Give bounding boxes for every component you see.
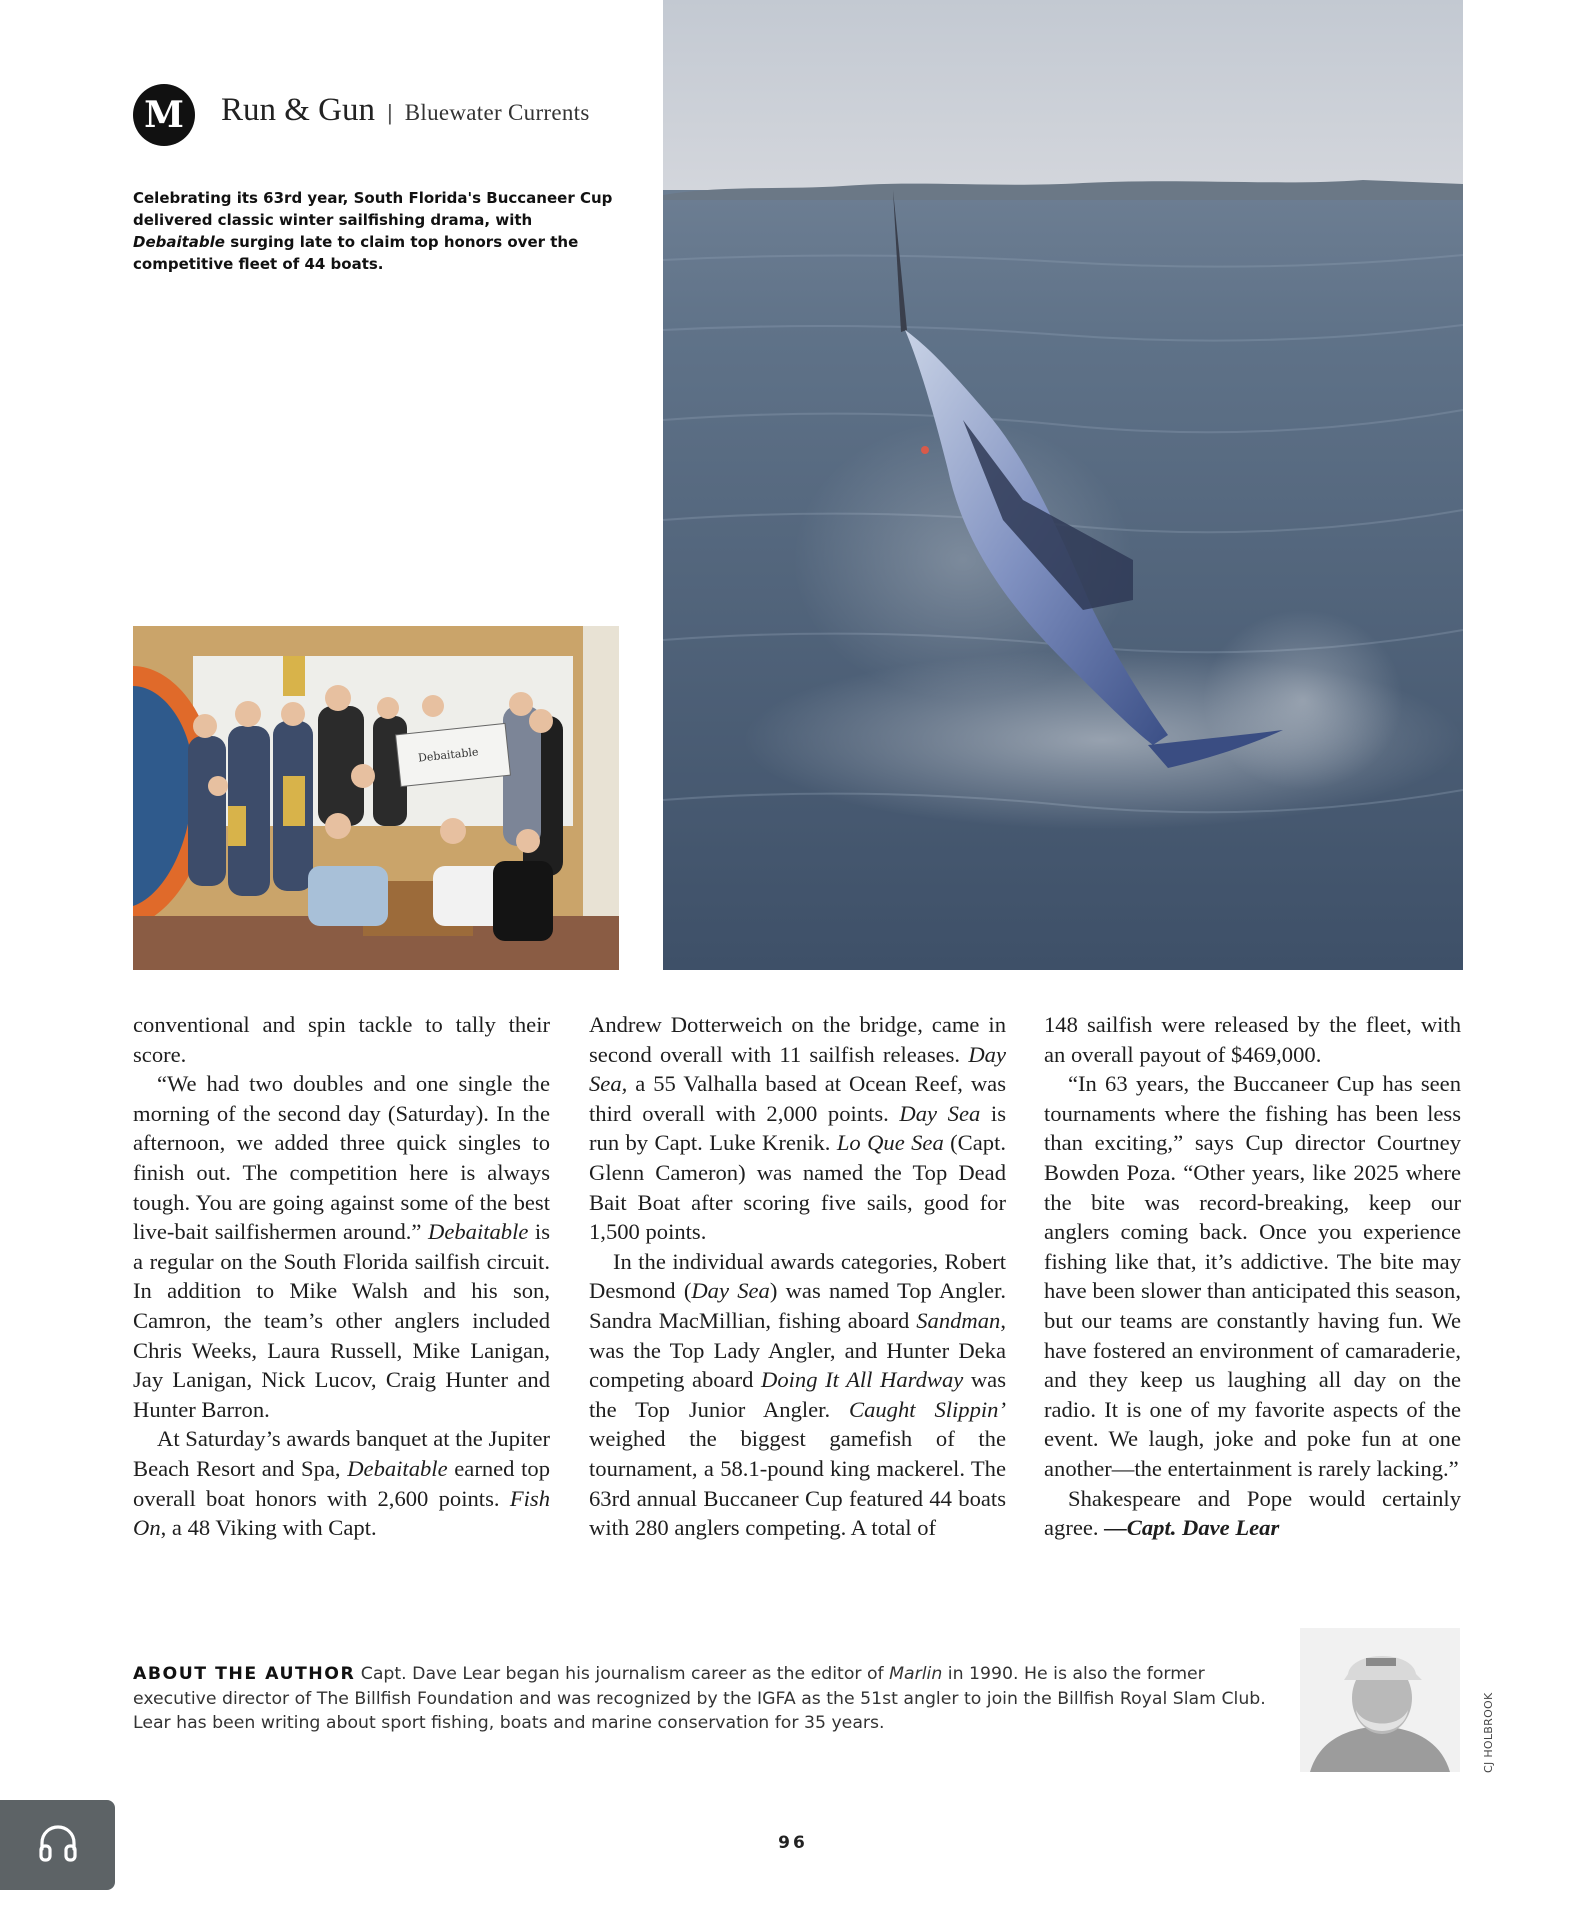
paragraph: conventional and spin tackle to tally their score. bbox=[133, 1012, 550, 1067]
section-subtitle: Bluewater Currents bbox=[404, 100, 590, 125]
paragraph: “We had two doubles and one single the morning of the second day (Saturday). In the afternoon, we added three quick singles to finish out. The competition here is always tough. You are going against some of the best live-bait sailfishermen around.” Debaitable is a regular on the South Florida sailfish circuit. In addition to Mike Walsh and his son, Camron, the team’s other anglers included Chris Weeks, Laura Russell, Mike Lanigan, Jay Lanigan, Nick Lucov, Craig Hunter and Hunter Barron. bbox=[133, 1071, 550, 1422]
paragraph: In the individual awards categories, Robert Desmond (Day Sea) was named Top Angler. Sandra MacMillian, fishing aboard Sandman, was the Top Lady Angler, and Hunter Deka competing aboard Doing It All Hardway was the Top Junior Angler. Caught Slippin’ weighed the biggest gamefish of the tournament, a 58.1-pound king mackerel. The 63rd annual Buccaneer Cup featured 44 boats with 280 anglers competing. A total of bbox=[589, 1248, 1006, 1541]
section-header bbox=[221, 92, 590, 129]
article-column-2 bbox=[589, 1010, 1006, 1543]
leaping-sailfish-photo bbox=[663, 0, 1463, 970]
logo-letter: M bbox=[144, 94, 184, 136]
paragraph: Andrew Dotterweich on the bridge, came in second overall with 11 sailfish releases. Day Sea, a 55 Valhalla based at Ocean Reef, was third overall with 2,000 points. Day Sea is run by Capt. Luke Krenik. Lo Que Sea (Capt. Glenn Cameron) was named the Top Dead Bait Boat after scoring five sails, good for 1,500 points. bbox=[589, 1012, 1006, 1245]
magazine-logo bbox=[133, 84, 195, 146]
author-portrait-photo bbox=[1300, 1628, 1460, 1772]
article-column-1 bbox=[133, 1010, 550, 1543]
headphones-icon bbox=[36, 1823, 80, 1868]
svg-text:Debaitable: Debaitable bbox=[417, 745, 479, 765]
about-label: ABOUT THE AUTHOR bbox=[133, 1664, 356, 1684]
paragraph: 148 sailfish were released by the fleet, with an overall payout of $469,000. bbox=[1044, 1012, 1461, 1067]
awards-banquet-group-photo bbox=[133, 626, 619, 970]
about-the-author: ABOUT THE AUTHOR Capt. Dave Lear began his journalism career as the editor of Marlin in 1990. He is also the former executive director of The Billfish Foundation and was recognized by the IGFA as the 51st angler to join the Billfish Royal Slam Club. Lear has been writing about sport fishing, boats and marine conservation for 35 years. bbox=[133, 1664, 1266, 1733]
article-dek: Celebrating its 63rd year, South Florida's Buccaneer Cup delivered classic winter sailfishing drama, with Debaitable surging late to claim top honors over the competitive fleet of 44 boats. bbox=[133, 189, 613, 273]
header-separator: | bbox=[387, 100, 393, 125]
paragraph: At Saturday’s awards banquet at the Jupiter Beach Resort and Spa, Debaitable earned top overall boat honors with 2,600 points. Fish On, a 48 Viking with Capt. bbox=[133, 1426, 551, 1541]
byline: —Capt. Dave Lear bbox=[1104, 1515, 1280, 1541]
page-number: 96 bbox=[778, 1833, 808, 1853]
audio-listen-button[interactable] bbox=[0, 1800, 115, 1890]
paragraph: “In 63 years, the Buccaneer Cup has seen tournaments where the fishing has been less than exciting,” says Cup director Courtney Bowden Poza. “Other years, like 2025 where the bite was record-breaking, keep our anglers coming back. Once you experience fishing like that, it’s addictive. The bite may have been slower than anticipated this season, but our teams are constantly having fun. We have fostered an environment of camaraderie, and they keep us laughing all day on the radio. It is one of my favorite aspects of the event. We laugh, joke and poke fun at one another—the entertainment is rarely lacking.” bbox=[1044, 1071, 1461, 1481]
section-title: Run & Gun bbox=[221, 92, 376, 128]
photo-credit: CJ HOLBROOK bbox=[1482, 1692, 1495, 1773]
article-column-3 bbox=[1044, 1010, 1461, 1543]
paragraph: Shakespeare and Pope would certainly agree. —Capt. Dave Lear bbox=[1044, 1485, 1461, 1541]
